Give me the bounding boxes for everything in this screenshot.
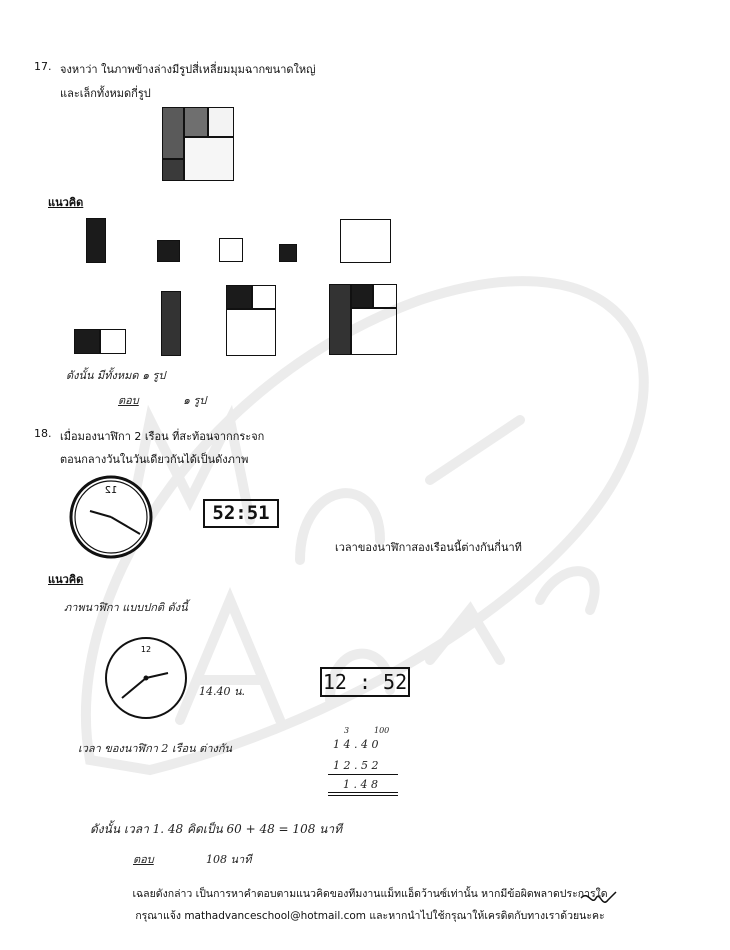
- signature-mark: [578, 888, 618, 912]
- shape-top-right-combined: [226, 285, 276, 356]
- calc-double-rule-2: [328, 795, 398, 796]
- question-17-line1: จงหาว่า ในภาพข้างล่างมีรูปสี่เหลี่ยมมุมฉากขนาดใหญ่: [60, 63, 316, 76]
- shape-small-dark: [279, 244, 297, 262]
- rectangle-figure: [162, 107, 234, 181]
- analog-time-label: 14.40 น.: [199, 685, 246, 698]
- normal-digital-clock: [320, 667, 410, 697]
- q18-question: เวลาของนาฬิกาสองเรือนนี้ต่างกันกี่นาที: [335, 541, 522, 554]
- calc-result: 1 . 4 8: [343, 778, 378, 791]
- mirrored-analog-clock: [68, 474, 154, 560]
- normal-digital-time: 12 : 52: [322, 670, 408, 694]
- question-18-number: 18.: [34, 427, 52, 440]
- footer-line2: กรุณาแจ้ง mathadvanceschool@hotmail.com และหากนำไปใช้กรุณาให้เครดิตกับทางเราด้วยนะคะ: [135, 910, 605, 922]
- shape-two-squares: [74, 329, 126, 354]
- mirrored-clock-12-label: 12: [104, 485, 118, 496]
- question-17-number: 17.: [34, 60, 52, 73]
- mirrored-digital-clock: [203, 499, 279, 528]
- question-17-line2: และเล็กทั้งหมดกี่รูป: [60, 87, 151, 100]
- q18-answer-label: ตอบ: [133, 853, 154, 866]
- shape-tall-dark: [86, 218, 106, 263]
- q18-conclusion: ดังนั้น เวลา 1. 48 คิดเป็น 60 + 48 = 108 นาที: [90, 822, 342, 836]
- question-18-line2: ตอนกลางวันในวันเดียวกันได้เป็นดังภาพ: [60, 453, 249, 466]
- normal-analog-clock: [104, 636, 188, 720]
- q18-answer-value: 108 นาที: [206, 853, 252, 866]
- shape-large-light: [340, 219, 391, 263]
- calc-top: 1 4 . 4 0: [333, 738, 379, 751]
- borrow-hours: 3: [344, 726, 350, 735]
- calc-double-rule-1: [328, 792, 398, 793]
- shape-tall-combined: [161, 291, 181, 356]
- calc-rule: [328, 774, 398, 775]
- footer-line1: เฉลยดังกล่าว เป็นการหาคำตอบตามแนวคิดของทีมงานแม็ทแอ็ดว้านซ์เท่านั้น หากมีข้อผิดพลาดประการใด: [132, 888, 608, 900]
- q18-normal-line: ภาพนาฬิกา แบบปกติ ดังนี้: [64, 601, 188, 614]
- shape-square-light: [219, 238, 243, 262]
- q17-answer-value: ๑ รูป: [183, 394, 207, 407]
- shape-whole-figure: [329, 284, 397, 355]
- q17-total-line: ดังนั้น มีทั้งหมด ๑ รูป: [66, 369, 166, 382]
- question-18-line1: เมื่อมองนาฬิกา 2 เรือน ที่สะท้อนจากกระจก: [60, 430, 265, 443]
- calc-subtrahend: 1 2 . 5 2: [333, 759, 379, 772]
- shape-square-dark: [157, 240, 180, 262]
- q18-method-heading: แนวคิด: [48, 573, 84, 586]
- normal-clock-12-label: 12: [140, 645, 152, 654]
- q17-method-heading: แนวคิด: [48, 196, 84, 209]
- q17-answer-label: ตอบ: [118, 394, 139, 407]
- q18-diff-line: เวลา ของนาฬิกา 2 เรือน ต่างกัน: [78, 742, 233, 755]
- mirrored-digital-time: 52:51: [212, 502, 270, 524]
- borrow-minutes: 100: [374, 726, 390, 735]
